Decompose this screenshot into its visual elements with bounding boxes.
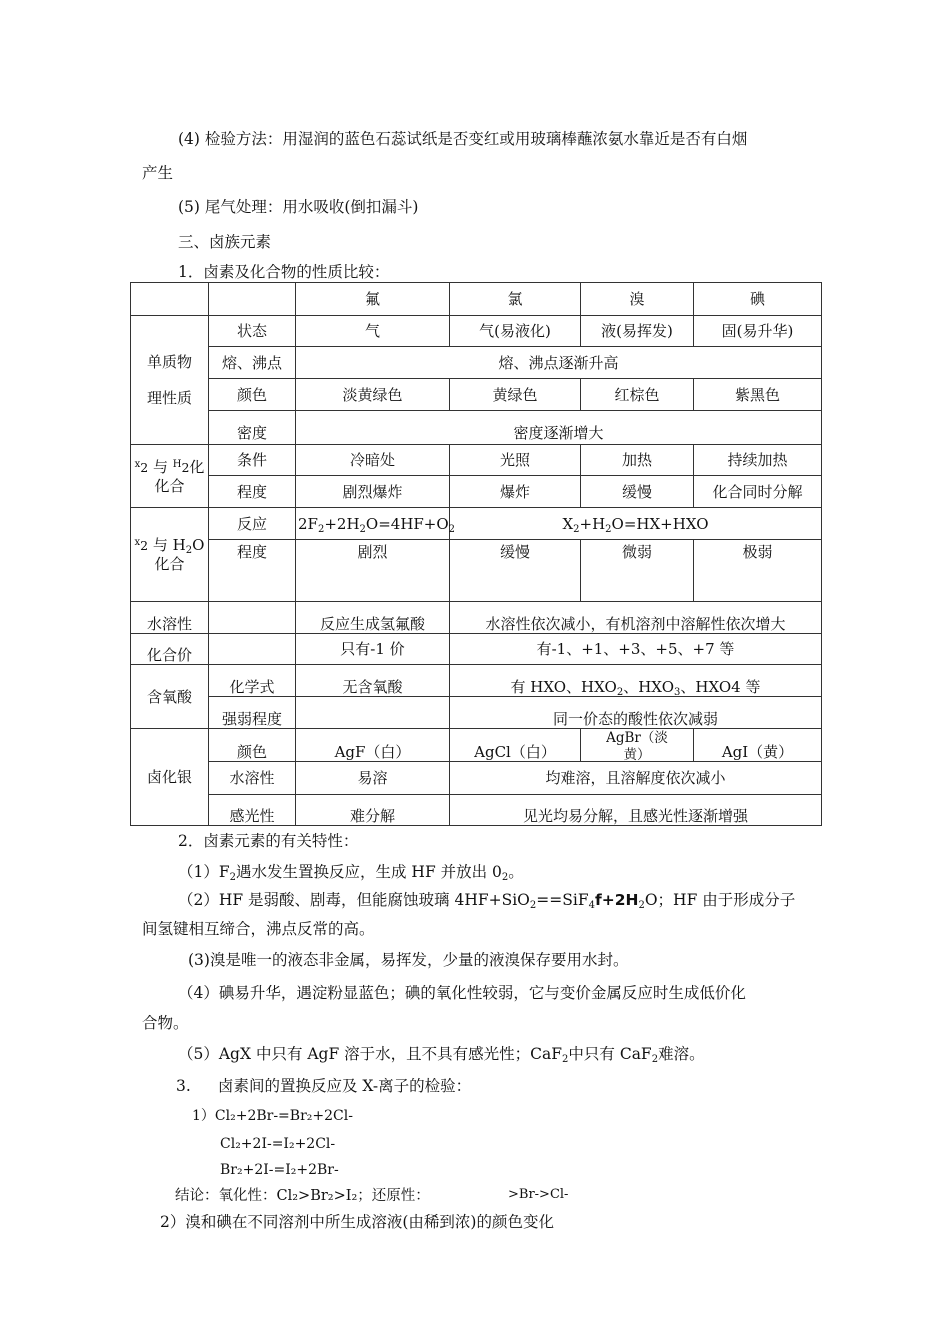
row-label-state: 状态	[209, 316, 296, 347]
table-row-h2o-degree	[131, 540, 822, 602]
table-header-row	[131, 283, 822, 316]
section-silver-halide: 卤化银	[131, 729, 209, 826]
row-label-ag-light: 感光性	[209, 795, 296, 826]
section-physical-properties: 单质物 理性质	[131, 316, 209, 445]
row-label-ag-solub: 水溶性	[209, 762, 296, 795]
section-solubility: 水溶性	[131, 602, 209, 634]
row-label-h2o-reaction: 反应	[209, 508, 296, 540]
cell-ag-solub-f: 易溶	[296, 762, 450, 795]
row-label-h2-condition: 条件	[209, 445, 296, 476]
paragraph-test-method: (4) 检验方法：用湿润的蓝色石蕊试纸是否变红或用玻璃棒蘸浓氨水靠近是否有白烟	[178, 130, 748, 148]
cell-state-cl: 气(易液化)	[450, 316, 581, 347]
row-label-h2o-degree: 程度	[209, 540, 296, 602]
cell-melting-point-trend: 熔、沸点逐渐升高	[296, 347, 822, 379]
equation-2: Cl₂+2I-=I₂+2Cl-	[220, 1136, 336, 1152]
section2-item2-cont: 间氢键相互缔合，沸点反常的高。	[142, 920, 375, 938]
halogen-property-table	[130, 282, 822, 826]
table-row-silver-solubility	[131, 762, 822, 795]
table-row-color	[131, 379, 822, 411]
table-row-h2-degree	[131, 476, 822, 508]
cell-h2-cond-i: 持续加热	[694, 445, 822, 476]
section2-item4: （4）碘易升华，遇淀粉显蓝色；碘的氧化性较弱，它与变价金属反应时生成低价化	[178, 984, 746, 1002]
row-label-strength: 强弱程度	[209, 697, 296, 729]
header-bromine: 溴	[581, 283, 694, 316]
cell-empty	[209, 634, 296, 665]
cell-color-i: 紫黑色	[694, 379, 822, 411]
cell-formula-rest: 有 HXO、$HXO_2$、$HXO_3$、HXO4 等	[450, 665, 822, 697]
paragraph-tail-gas: (5) 尾气处理：用水吸收(倒扣漏斗)	[178, 198, 419, 216]
header-chlorine: 氯	[450, 283, 581, 316]
table-row-density	[131, 411, 822, 445]
table-row-h2o-reaction	[131, 508, 822, 540]
cell-color-br: 红棕色	[581, 379, 694, 411]
header-fluorine: 氟	[296, 283, 450, 316]
cell-color-f: 淡黄绿色	[296, 379, 450, 411]
row-label-color: 颜色	[209, 379, 296, 411]
table-row-silver-light	[131, 795, 822, 826]
cell-strength-rest: 同一价态的酸性依次减弱	[450, 697, 822, 729]
section2-item2: （2）HF 是弱酸、剧毒，但能腐蚀玻璃 $4HF+SiO_2==SiF_4f+2H_2O$；HF 由于形成分子	[178, 891, 796, 911]
equation-3: Br₂+2I-=I₂+2Br-	[220, 1162, 339, 1178]
header-iodine: 碘	[694, 283, 822, 316]
cell-solub-rest: 水溶性依次减小，有机溶剂中溶解性依次增大	[450, 602, 822, 634]
section3-title: 卤素间的置换反应及 X-离子的检验：	[218, 1077, 472, 1095]
table-row-oxyacid-formula	[131, 665, 822, 697]
cell-h2-cond-f: 冷暗处	[296, 445, 450, 476]
cell-valence-f: 只有-1 价	[296, 634, 450, 665]
cell-formula-f: 无含氧酸	[296, 665, 450, 697]
cell-h2o-deg-i: 极弱	[694, 540, 822, 602]
table-row-silver-color	[131, 729, 822, 762]
row-label-melting-point: 熔、沸点	[209, 347, 296, 379]
section-h2-combination: $^x$2 与 $^H$2化 化合	[131, 445, 209, 508]
cell-ag-color-cl: AgCl（白）	[450, 729, 581, 762]
cell-h2-deg-br: 缓慢	[581, 476, 694, 508]
paragraph-test-method-cont: 产生	[142, 164, 174, 182]
conclusion: 结论：氧化性：Cl₂>Br₂>I₂；还原性：	[175, 1188, 430, 1204]
equation-1: 1）Cl₂+2Br-=Br₂+2Cl-	[192, 1108, 353, 1124]
cell-ag-color-f: AgF（白）	[296, 729, 450, 762]
cell-empty	[209, 602, 296, 634]
section-title-halogen: 三、卤族元素	[178, 233, 272, 251]
section-oxyacid: 含氧酸	[131, 665, 209, 729]
cell-solub-f: 反应生成氢氟酸	[296, 602, 450, 634]
cell-h2o-react-rest: $X_2+H_2O=HX+HXO$	[450, 508, 822, 540]
cell-state-br: 液(易挥发)	[581, 316, 694, 347]
section2-item4-cont: 合物。	[142, 1014, 189, 1032]
row-label-ag-color: 颜色	[209, 729, 296, 762]
cell-empty	[296, 697, 450, 729]
table-row-valence	[131, 634, 822, 665]
section2-item1: $(1)F_2$遇水发生置换反应，生成 HF 并放出 $0_2$。	[178, 863, 524, 883]
table-row-state	[131, 316, 822, 347]
conclusion-reducing-order: >Br->Cl-	[508, 1187, 569, 1202]
section2-item3: (3)溴是唯一的液态非金属，易挥发，少量的液溴保存要用水封。	[188, 951, 629, 969]
header-cell-empty	[209, 283, 296, 316]
cell-h2o-react-f: $2F_2+2H_2O=4HF+O_2$	[296, 508, 450, 540]
cell-h2-deg-f: 剧烈爆炸	[296, 476, 450, 508]
table-row-h2-condition	[131, 445, 822, 476]
cell-ag-solub-rest: 均难溶，且溶解度依次减小	[450, 762, 822, 795]
cell-density-trend: 密度逐渐增大	[296, 411, 822, 445]
cell-h2o-deg-br: 微弱	[581, 540, 694, 602]
section2-item5: （5）AgX 中只有 AgF 溶于水，且不具有感光性；CaF$_2$中只有 CaF$_2$难溶。	[178, 1045, 705, 1065]
section3-number: 3.	[176, 1077, 191, 1095]
table-row-solubility	[131, 602, 822, 634]
row-label-formula: 化学式	[209, 665, 296, 697]
cell-state-i: 固(易升华)	[694, 316, 822, 347]
cell-state-f: 气	[296, 316, 450, 347]
cell-h2-cond-cl: 光照	[450, 445, 581, 476]
row-label-h2-degree: 程度	[209, 476, 296, 508]
subsection-color-change: 2）溴和碘在不同溶剂中所生成溶液(由稀到浓)的颜色变化	[160, 1213, 554, 1231]
section-h2o-combination: $^x$2 与 $H_2O$ 化合	[131, 508, 209, 602]
section-valence: 化合价	[131, 634, 209, 665]
cell-valence-rest: 有-1、+1、+3、+5、+7 等	[450, 634, 822, 665]
header-cell-empty	[131, 283, 209, 316]
cell-ag-color-br: AgBr（淡 黄）	[581, 729, 694, 762]
cell-h2-cond-br: 加热	[581, 445, 694, 476]
table-row-oxyacid-strength	[131, 697, 822, 729]
table-row-melting-point	[131, 347, 822, 379]
subsection-title-property-compare: 1．卤素及化合物的性质比较：	[178, 263, 390, 281]
cell-ag-light-f: 难分解	[296, 795, 450, 826]
cell-ag-light-rest: 见光均易分解，且感光性逐渐增强	[450, 795, 822, 826]
cell-h2-deg-i: 化合同时分解	[694, 476, 822, 508]
section2-title: 2．卤素元素的有关特性：	[178, 832, 359, 850]
row-label-density: 密度	[209, 411, 296, 445]
cell-h2o-deg-cl: 缓慢	[450, 540, 581, 602]
cell-h2-deg-cl: 爆炸	[450, 476, 581, 508]
cell-ag-color-i: AgI（黄）	[694, 729, 822, 762]
cell-h2o-deg-f: 剧烈	[296, 540, 450, 602]
cell-color-cl: 黄绿色	[450, 379, 581, 411]
